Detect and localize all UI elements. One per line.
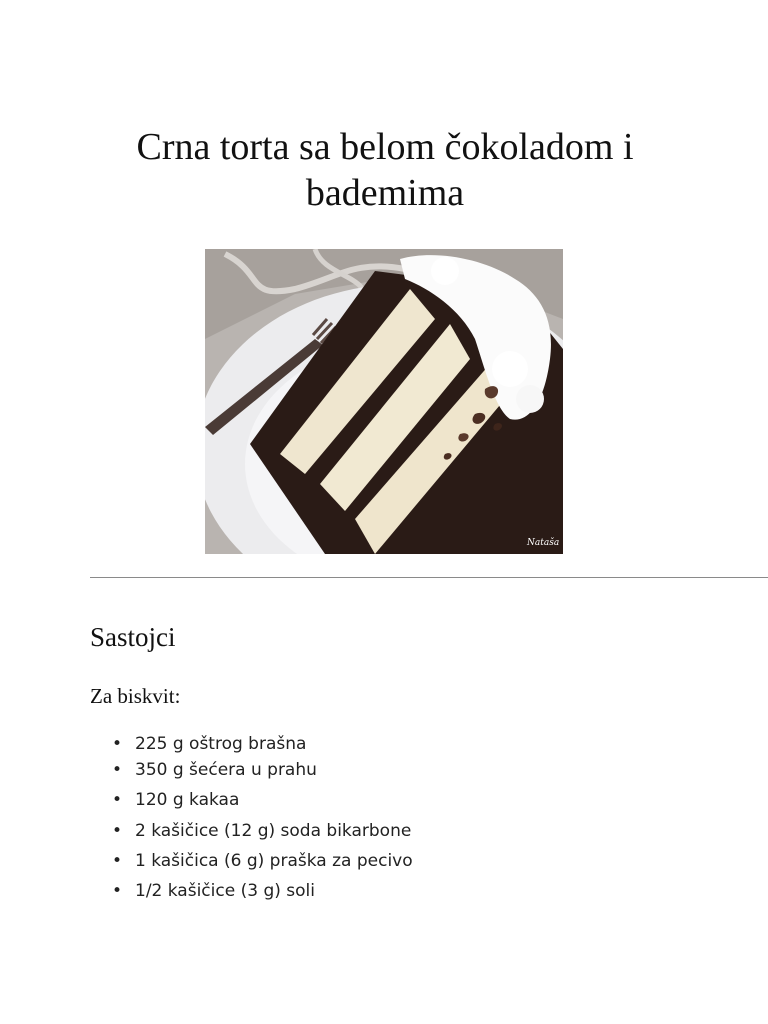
bullet: •	[112, 821, 123, 841]
cake-photo	[205, 249, 563, 554]
ingredient-text: 2 kašičice (12 g) soda bikarbone	[135, 821, 412, 841]
ingredient-text: 1/2 kašičice (3 g) soli	[135, 881, 315, 901]
section-divider	[90, 577, 768, 578]
biscuit-subheading: Za biskvit:	[90, 684, 181, 708]
bullet: •	[112, 734, 123, 754]
photo-watermark: Nataša	[527, 538, 560, 548]
bullet: •	[112, 881, 123, 901]
ingredients-heading: Sastojci	[90, 622, 176, 652]
ingredient-text: 120 g kakaa	[135, 790, 240, 810]
bullet: •	[112, 851, 123, 871]
bullet: •	[112, 790, 123, 810]
ingredient-text: 225 g oštrog brašna	[135, 734, 307, 754]
recipe-title: Crna torta sa belom čokoladom i bademima	[136, 126, 634, 214]
ingredient-text: 1 kašičica (6 g) praška za pecivo	[135, 851, 413, 871]
ingredient-text: 350 g šećera u prahu	[135, 760, 317, 780]
bullet: •	[112, 760, 123, 780]
